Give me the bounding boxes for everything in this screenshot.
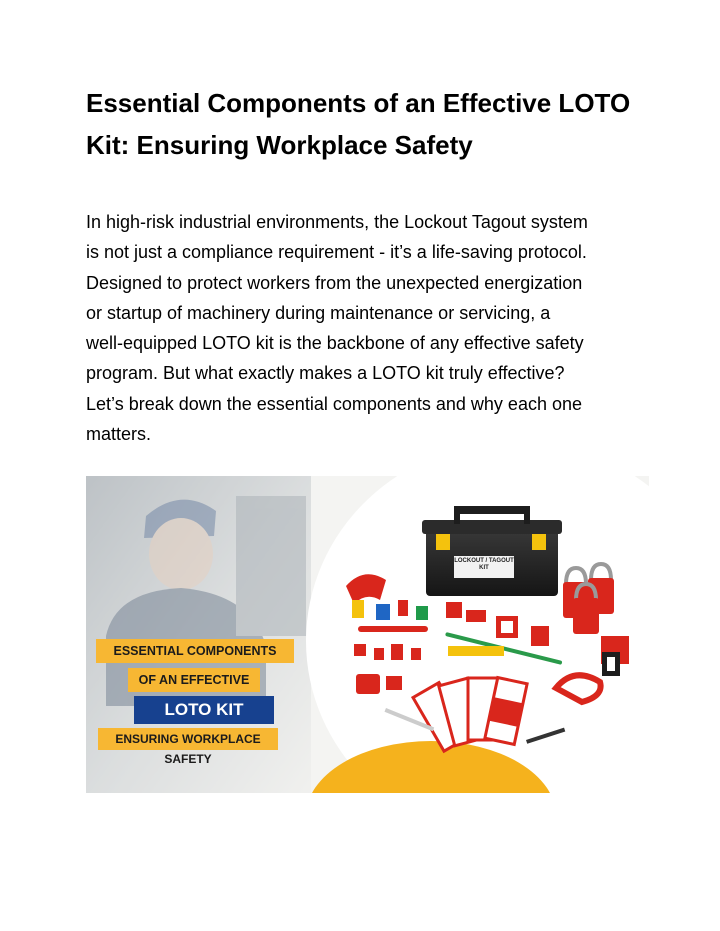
banner-heading-line-4: ENSURING WORKPLACE [98, 728, 278, 750]
paragraph-line: In high-risk industrial environments, the Lockout Tagout system [86, 212, 588, 232]
banner-heading-line-5: SAFETY [164, 752, 212, 766]
title-line: Kit: Ensuring Workplace Safety [86, 130, 473, 160]
banner-heading-line-1: ESSENTIAL COMPONENTS [96, 639, 294, 663]
page-title [86, 82, 646, 166]
banner-heading-loto-kit: LOTO KIT [134, 696, 274, 724]
paragraph-line: or startup of machinery during maintenance or servicing, a [86, 302, 551, 323]
paragraph-line: is not just a compliance requirement - it’s a life-saving protocol. [86, 242, 587, 263]
paragraph-line: program. But what exactly makes a LOTO kit truly effective? [86, 363, 565, 384]
toolbox-label: LOCKOUT / TAGOUT KIT [454, 558, 514, 571]
intro-paragraph [86, 207, 656, 449]
paragraph-line: matters. [86, 424, 152, 445]
banner-heading-line-2: OF AN EFFECTIVE [128, 668, 260, 692]
title-line: Essential Components of an Effective LOTO [86, 88, 631, 118]
paragraph-line: Let’s break down the essential components and why each one [86, 393, 582, 414]
paragraph-line: well-equipped LOTO kit is the backbone of any effective safety [86, 333, 584, 354]
paragraph-line: Designed to protect workers from the unexpected energization [86, 272, 583, 293]
loto-kit-banner-image [86, 476, 649, 793]
